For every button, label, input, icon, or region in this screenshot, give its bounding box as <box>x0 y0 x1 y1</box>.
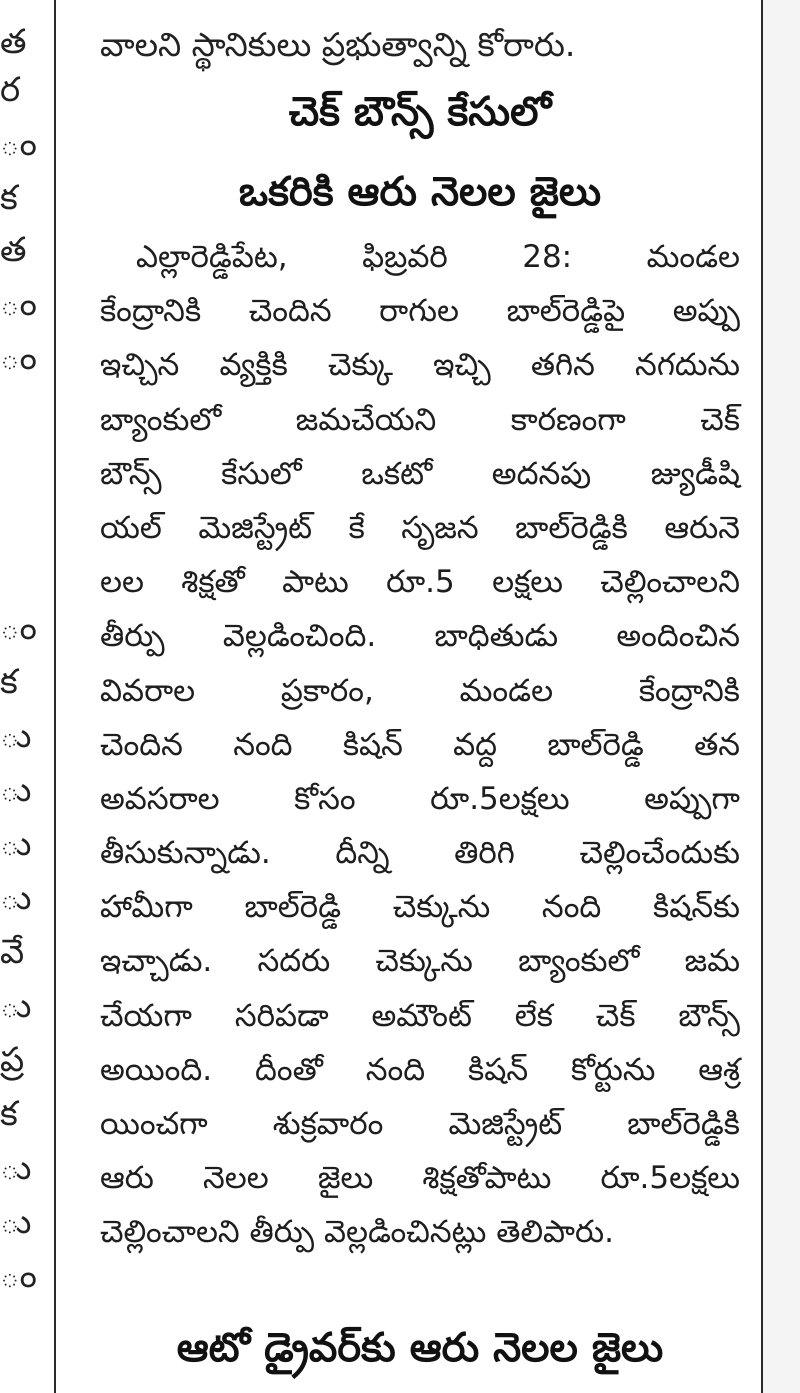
left-column-fragment <box>0 0 60 1393</box>
article-body-line: చెల్లించాలని తీర్పు వెల్లడించినట్లు తెలిపారు. <box>100 1214 614 1251</box>
article-body-line: అవసరాల కోసం రూ.5లక్షలు అప్పుగా <box>100 780 740 817</box>
left-column-text: ు <box>0 770 32 810</box>
left-column-text: ు <box>0 824 32 864</box>
article-body-line: హామీగా బాల్‌రెడ్డి చెక్కును నంది కిషన్‌కు <box>100 889 740 926</box>
article-body-line: వివరాల ప్రకారం, మండల కేంద్రానికి <box>100 672 740 709</box>
article-body-line: యల్ మెజిస్ట్రేట్ కే సృజన బాల్‌రెడ్డికి ఆరునె <box>100 509 740 546</box>
article-body-line: బ్యాంకులో జమచేయని కారణంగా చెక్ <box>100 401 740 438</box>
article-body-line: కేంద్రానికి చెందిన రాగుల బాల్‌రెడ్డిపై అప్పు <box>100 293 740 330</box>
left-column-text: ు <box>0 1202 32 1242</box>
left-column-text: వే <box>0 932 25 972</box>
article-body-line: ఇచ్చిన వ్యక్తికి చెక్కు ఇచ్చి తగిన నగదును <box>100 347 740 384</box>
article-body-line: బౌన్స్ కేసులో ఒకటో అదనపు జ్యుడీషి <box>100 455 740 492</box>
left-column-text: త <box>0 22 27 62</box>
article-body-line: తీసుకున్నాడు. దీన్ని తిరిగి చెల్లించేందుకు <box>100 835 740 872</box>
article-body-line: ఎల్లారెడ్డిపేట, ఫిబ్రవరి 28: మండల <box>136 239 740 275</box>
left-column-text: క <box>0 1094 18 1134</box>
left-column-text: ం <box>0 608 37 648</box>
left-column-text: ం <box>0 1256 37 1296</box>
article-column <box>100 0 740 1393</box>
left-column-text: ర <box>0 70 21 110</box>
article-body-line: యించగా శుక్రవారం మెజిస్ట్రేట్ బాల్‌రెడ్డికి <box>100 1106 740 1142</box>
left-column-text: త <box>0 230 27 270</box>
article-body-line: ఇచ్చాడు. సదరు చెక్కును బ్యాంకులో జమ <box>100 943 740 980</box>
article-headline-line-1: చెక్ బౌన్స్ కేసులో <box>288 89 552 135</box>
article-body <box>100 230 740 1260</box>
article-body-line: తీర్పు వెల్లడించింది. బాధితుడు అందించిన <box>100 618 740 655</box>
left-column-text: క <box>0 662 18 702</box>
article-body-line: లల శిక్షతో పాటు రూ.5 లక్షలు చెల్లించాలని <box>100 564 740 601</box>
next-article-headline: ఆటో డ్రైవర్‌కు ఆరు నెలల జైలు <box>176 1325 664 1371</box>
left-column-text: ప్ర <box>0 1040 25 1080</box>
left-column-text: ం <box>0 124 37 164</box>
left-column-text: ం <box>0 284 37 324</box>
article-body-line: చేయగా సరిపడా అమౌంట్ లేక చెక్ బౌన్స్ <box>100 997 740 1034</box>
left-column-text: ు <box>0 986 32 1026</box>
article-body-line: అయింది. దీంతో నంది కిషన్ కోర్టును ఆశ్ర <box>100 1051 740 1088</box>
previous-article-ending: వాలని స్థానికులు ప్రభుత్వాన్ని కోరారు. <box>100 25 576 64</box>
article-body-line: చెందిన నంది కిషన్ వద్ద బాల్‌రెడ్డి తన <box>100 726 740 763</box>
left-column-text: ం <box>0 338 37 378</box>
column-divider-left <box>54 0 56 1393</box>
article-headline-line-2: ఒకరికి ఆరు నెలల జైలు <box>238 169 602 215</box>
left-column-text: క <box>0 178 18 218</box>
left-column-text: ు <box>0 878 32 918</box>
page-margin-right <box>763 0 800 1393</box>
left-column-text: ు <box>0 716 32 756</box>
article-body-line: ఆరు నెలల జైలు శిక్షతోపాటు రూ.5లక్షలు <box>100 1160 740 1197</box>
left-column-text: ు <box>0 1148 32 1188</box>
